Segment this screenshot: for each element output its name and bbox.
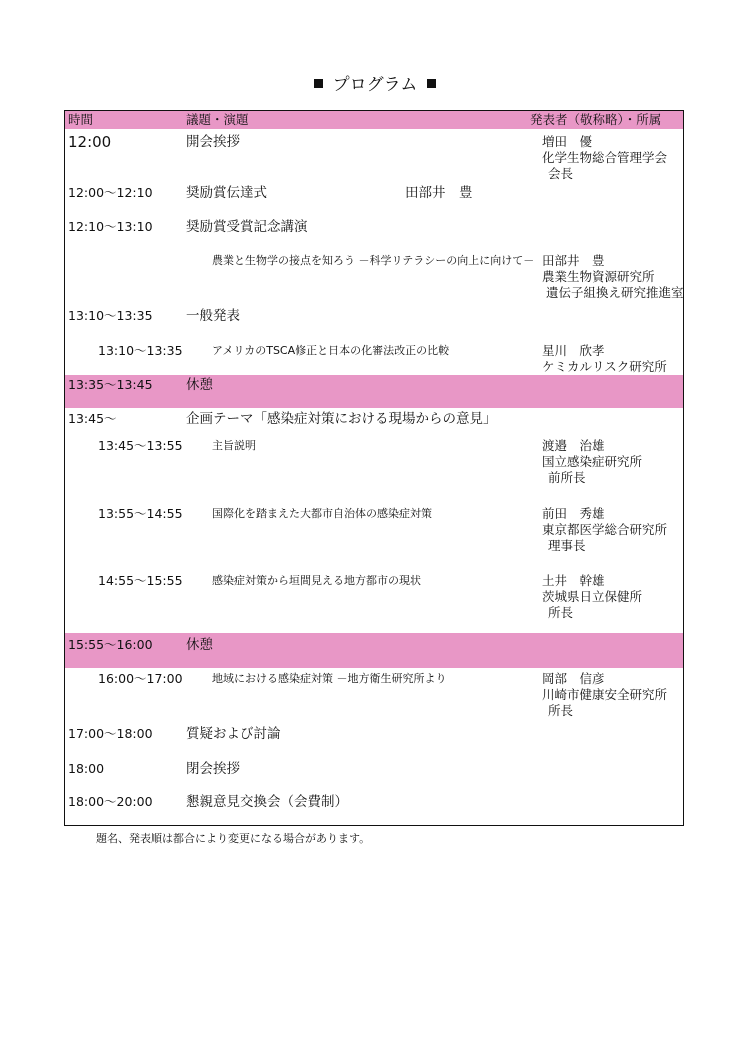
row-topic: 休憩 xyxy=(186,377,213,393)
talk-title: 国際化を踏まえた大都市自治体の感染症対策 xyxy=(212,507,432,520)
presenter-role: 遺伝子組換え研究推進室 xyxy=(546,285,684,300)
presenter-name: 星川 欣孝 xyxy=(542,343,605,358)
awardee-name: 田部井 豊 xyxy=(405,185,473,201)
presenter-name: 渡邉 治雄 xyxy=(542,438,605,453)
presenter-name: 岡部 信彦 xyxy=(542,671,605,686)
header-presenter: 発表者（敬称略）・所属 xyxy=(530,112,662,127)
presenter-role: 会長 xyxy=(548,166,574,181)
presenter-role: 前所長 xyxy=(548,470,586,485)
presenter-name: 増田 優 xyxy=(542,134,593,149)
row-time: 13:10～13:35 xyxy=(68,308,153,323)
row-topic: 奨励賞受賞記念講演 xyxy=(186,219,308,235)
talk-time: 14:55～15:55 xyxy=(98,573,183,588)
row-topic: 懇親意見交換会（会費制） xyxy=(186,794,348,810)
row-time: 13:35～13:45 xyxy=(68,377,153,392)
talk-title: 感染症対策から垣間見える地方都市の現状 xyxy=(212,574,421,587)
row-topic: 一般発表 xyxy=(186,308,240,324)
row-topic: 開会挨拶 xyxy=(186,134,240,150)
talk-time: 13:45～13:55 xyxy=(98,438,183,453)
talk-title: 地域における感染症対策 －地方衛生研究所より xyxy=(212,672,447,685)
row-topic: 質疑および討論 xyxy=(186,726,281,742)
presenter-org: 国立感染症研究所 xyxy=(542,454,643,469)
row-time: 12:00～12:10 xyxy=(68,185,153,200)
presenter-org: 農業生物資源研究所 xyxy=(542,269,655,284)
row-time: 12:00 xyxy=(68,133,112,151)
row-topic: 企画テーマ「感染症対策における現場からの意見」 xyxy=(186,411,497,427)
presenter-role: 所長 xyxy=(548,703,574,718)
row-time: 15:55～16:00 xyxy=(68,637,153,652)
page-title xyxy=(0,70,750,95)
talk-title: 農業と生物学の接点を知ろう －科学リテラシーの向上に向けて－ xyxy=(212,254,535,267)
presenter-org: ケミカルリスク研究所 xyxy=(542,359,667,374)
talk-time: 16:00～17:00 xyxy=(98,671,183,686)
row-time: 18:00 xyxy=(68,761,105,776)
talk-title: 主旨説明 xyxy=(212,439,256,452)
talk-title: アメリカのTSCA修正と日本の化審法改正の比較 xyxy=(212,344,450,357)
presenter-org: 茨城県日立保健所 xyxy=(542,589,643,604)
presenter-org: 川崎市健康安全研究所 xyxy=(542,687,668,702)
header-time: 時間 xyxy=(68,112,94,127)
row-topic: 奨励賞伝達式 xyxy=(186,185,267,201)
header-topic: 議題・演題 xyxy=(186,112,249,127)
presenter-role: 理事長 xyxy=(548,538,586,553)
talk-time: 13:10～13:35 xyxy=(98,343,183,358)
title-text: プログラム xyxy=(332,75,418,95)
presenter-name: 前田 秀雄 xyxy=(542,506,605,521)
presenter-role: 所長 xyxy=(548,605,574,620)
presenter-name: 土井 幹雄 xyxy=(542,573,605,588)
square-bullet-icon xyxy=(427,79,436,88)
break-band xyxy=(65,375,683,408)
break-band xyxy=(65,633,683,668)
presenter-org: 東京都医学総合研究所 xyxy=(542,522,668,537)
row-time: 18:00～20:00 xyxy=(68,794,153,809)
presenter-org: 化学生物総合管理学会 xyxy=(542,150,668,165)
row-topic: 閉会挨拶 xyxy=(186,761,240,777)
row-time: 12:10～13:10 xyxy=(68,219,153,234)
row-time: 13:45～ xyxy=(68,411,117,426)
program-table xyxy=(64,110,684,826)
footnote: 題名、発表順は都合により変更になる場合があります。 xyxy=(96,832,371,845)
row-topic: 休憩 xyxy=(186,637,213,653)
row-time: 17:00～18:00 xyxy=(68,726,153,741)
talk-time: 13:55～14:55 xyxy=(98,506,183,521)
presenter-name: 田部井 豊 xyxy=(542,253,605,268)
square-bullet-icon xyxy=(314,79,323,88)
